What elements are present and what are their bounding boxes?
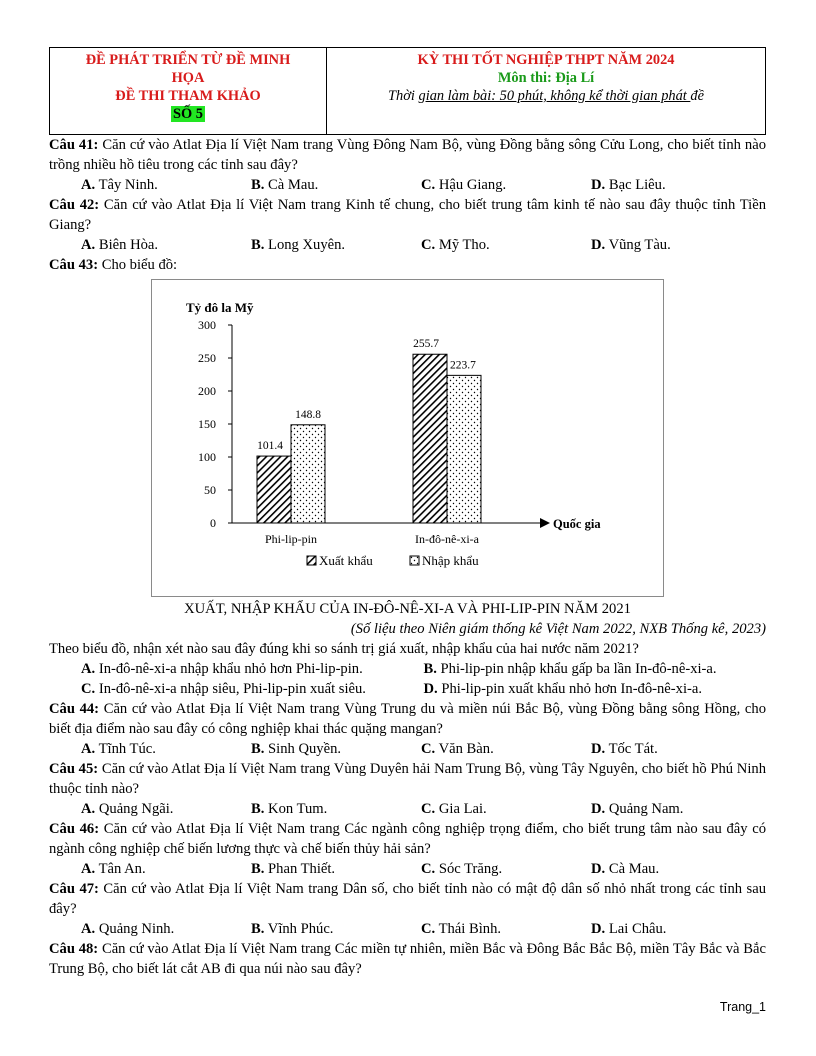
question-44: Câu 44: Căn cứ vào Atlat Địa lí Việt Nam trang Vùng Trung du và miền núi Bắc Bộ, vùng Đồng bằng sông Hồng, cho biết địa điểm nào sau đây có công nghiệp khai thác quặng mangan? — [49, 701, 766, 737]
legend-label: Nhập khẩu — [422, 553, 479, 568]
y-tick-label: 250 — [198, 351, 216, 365]
header-left-cell — [50, 48, 327, 134]
question-48: Câu 48: Căn cứ vào Atlat Địa lí Việt Nam trang Các miền tự nhiên, miền Bắc và Đông Bắc Bắc Bộ, miền Tây Bắc và Bắc Trung Bộ, cho biết lát cắt AB đi qua núi nào sau đây? — [49, 941, 766, 977]
header-right-cell — [327, 48, 765, 134]
options-47: A. Quảng Ninh. B. Vĩnh Phúc. C. Thái Bình. D. Lai Châu. — [81, 921, 667, 937]
y-tick-label: 200 — [198, 384, 216, 398]
legend-swatch — [307, 556, 316, 565]
question-43-prompt: Theo biểu đồ, nhận xét nào sau đây đúng khi so sánh trị giá xuất, nhập khẩu của hai nước năm 2021? — [49, 641, 639, 657]
legend-label: Xuất khẩu — [319, 553, 373, 568]
bar-value-label: 255.7 — [413, 338, 439, 351]
question-43: Câu 43: Cho biểu đồ: — [49, 257, 178, 273]
options-46: A. Tân An. B. Phan Thiết. C. Sóc Trăng. D. Cà Mau. — [81, 861, 660, 877]
y-tick-label: 300 — [198, 318, 216, 332]
header-left-line2: HỌA — [171, 70, 205, 86]
y-axis-label: Tỷ đô la Mỹ — [186, 300, 254, 315]
bar — [413, 354, 447, 523]
options-41: A. Tây Ninh. B. Cà Mau. C. Hậu Giang. D. Bạc Liêu. — [81, 177, 666, 193]
bar-chart — [151, 279, 664, 597]
exam-header — [49, 47, 766, 135]
chart-source: (Số liệu theo Niên giám thống kê Việt Nam 2022, NXB Thống kê, 2023) — [350, 621, 766, 637]
x-axis-label: Quốc gia — [553, 517, 601, 531]
y-tick-label: 0 — [210, 516, 216, 530]
header-left-line1: ĐỀ PHÁT TRIỂN TỪ ĐỀ MINH — [85, 52, 291, 68]
bar — [447, 375, 481, 523]
options-45: A. Quảng Ngãi. B. Kon Tum. C. Gia Lai. D. Quảng Nam. — [81, 801, 684, 817]
question-41: Câu 41: Căn cứ vào Atlat Địa lí Việt Nam trang Vùng Đông Nam Bộ, vùng Đồng bằng sông Cửu Long, cho biết tỉnh nào trồng nhiều hồ tiêu trong các tỉnh sau đây? — [49, 137, 766, 173]
y-tick-label: 150 — [198, 417, 216, 431]
question-47: Câu 47: Căn cứ vào Atlat Địa lí Việt Nam trang Dân số, cho biết tỉnh nào có mật độ dân số nhỏ nhất trong các tỉnh sau đây? — [49, 881, 766, 917]
options-44: A. Tĩnh Túc. B. Sinh Quyền. C. Văn Bàn. D. Tốc Tát. — [81, 741, 658, 757]
x-axis-arrow — [540, 518, 550, 528]
bar-value-label: 101.4 — [257, 440, 283, 453]
x-tick-label: In-đô-nê-xi-a — [415, 532, 479, 546]
options-43-row2: C. In-đô-nê-xi-a nhập siêu, Phi-lip-pin xuất siêu. D. Phi-lip-pin xuất khẩu nhỏ hơn In-đô-nê-xi-a. — [81, 681, 702, 697]
x-tick-label: Phi-lip-pin — [264, 532, 318, 546]
legend-swatch — [410, 556, 419, 565]
bar-chart-svg — [152, 280, 663, 596]
bar — [257, 456, 291, 523]
question-42: Câu 42: Căn cứ vào Atlat Địa lí Việt Nam trang Kinh tế chung, cho biết trung tâm kinh tế nào sau đây thuộc tỉnh Tiền Giang? — [49, 197, 767, 233]
header-left-line3: ĐỀ THI THAM KHẢO — [115, 88, 261, 104]
bar-value-label: 148.8 — [295, 408, 321, 421]
exam-duration: Thời gian làm bài: 50 phút, không kể thời gian phát đề — [388, 88, 704, 104]
question-46: Câu 46: Căn cứ vào Atlat Địa lí Việt Nam trang Các ngành công nghiệp trọng điểm, cho biết trung tâm nào sau đây có ngành công nghiệp chế biến lương thực và chế biến thủy hải sản? — [49, 821, 766, 857]
exam-subject: Môn thi: Địa Lí — [497, 70, 595, 86]
options-43-row1: A. In-đô-nê-xi-a nhập khẩu nhỏ hơn Phi-lip-pin. B. Phi-lip-pin nhập khẩu gấp ba lần In-đô-nê-xi-a. — [81, 661, 717, 677]
exam-number-tag: SỐ 5 — [173, 106, 203, 122]
exam-title: KỲ THI TỐT NGHIỆP THPT NĂM 2024 — [417, 52, 675, 68]
question-45: Câu 45: Căn cứ vào Atlat Địa lí Việt Nam trang Vùng Duyên hải Nam Trung Bộ, vùng Tây Nguyên, cho biết hồ Phú Ninh thuộc tỉnh nào? — [49, 761, 766, 797]
y-tick-label: 100 — [198, 450, 216, 464]
y-tick-label: 50 — [204, 483, 216, 497]
exam-content — [49, 135, 766, 979]
page-number: Trang_1 — [719, 1000, 766, 1014]
bar-value-label: 223.7 — [450, 359, 476, 372]
bar — [291, 425, 325, 523]
chart-title: XUẤT, NHẬP KHẨU CỦA IN-ĐÔ-NÊ-XI-A VÀ PHI-LIP-PIN NĂM 2021 — [184, 601, 631, 617]
options-42: A. Biên Hòa. B. Long Xuyên. C. Mỹ Tho. D. Vũng Tàu. — [81, 237, 671, 253]
